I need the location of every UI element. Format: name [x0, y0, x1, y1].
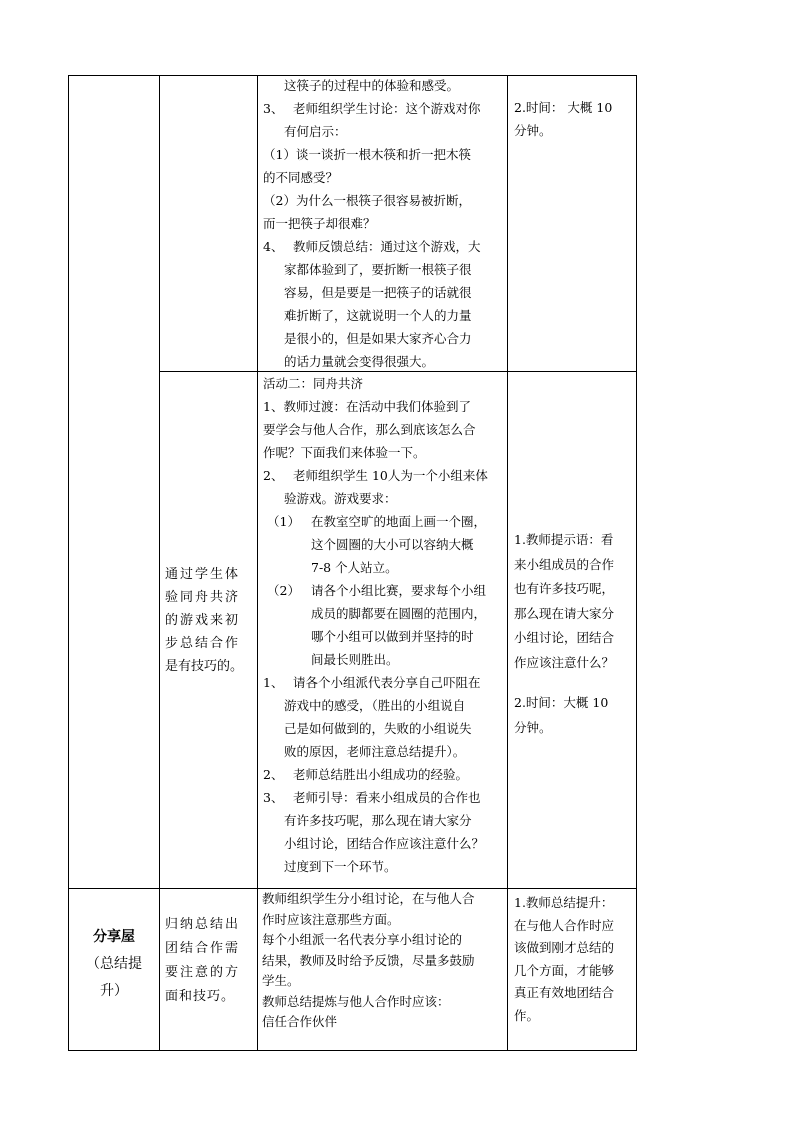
column-border-3 [257, 75, 258, 1051]
text-line: 教师反馈总结：通过这个游戏，大 [293, 239, 481, 254]
spacer-line [514, 675, 636, 691]
text-line: 的不同感受？ [263, 170, 339, 185]
row2-activity-steps [263, 372, 505, 878]
text-line: 要学会与他人合作，那么到底该怎么合 [263, 422, 476, 437]
text-line: 败的原因，老师注意总结提升）。 [284, 744, 466, 759]
text-line: 在与他人合作时应 [514, 917, 615, 933]
text-line: 的话力量就会变得很强大。 [284, 354, 435, 369]
text-line: 该做到刚才总结的 [514, 940, 615, 955]
text-line: （2）为什么一根筷子很容易被折断， [263, 193, 471, 208]
row3-activity-steps [262, 889, 506, 1033]
text-line: 游戏中的感受，（胜出的小组说自 [284, 698, 466, 713]
text-line: 要注意的方 [165, 965, 241, 980]
text-line: 难折断了，这就说明一个人的力量 [284, 308, 472, 323]
text-line: 的游戏来初 [165, 613, 241, 628]
text-line: 老师组织学生 10人为一个小组来体 [293, 468, 488, 483]
text-line: 老师组织学生讨论：这个游戏对你 [293, 101, 481, 116]
list-number [263, 602, 311, 625]
stage-subtitle: （总结提 [86, 956, 142, 972]
list-number: 3、 [263, 101, 284, 116]
text-line: 这筷子的过程中的体验和感受。 [284, 78, 460, 93]
column-border-2 [159, 75, 160, 1051]
text-line: 7-8 个人站立。 [311, 560, 398, 575]
text-line: 1.教师提示语：看 [514, 532, 614, 547]
text-line: 来小组成员的合作 [514, 556, 615, 572]
text-line: 有何启示： [284, 124, 347, 139]
numbered-line [263, 763, 505, 786]
list-number: 3、 [263, 790, 284, 805]
text-line: 1、教师过渡：在活动中我们体验到了 [263, 399, 471, 414]
text-line: 验游戏。游戏要求： [284, 491, 397, 506]
list-number: 1、 [263, 675, 284, 690]
column-border-1 [68, 75, 69, 1051]
text-line: 是有技巧的。 [165, 659, 244, 674]
text-line: 请各个小组比赛，要求每个小组 [311, 583, 487, 598]
list-number [263, 648, 311, 671]
column-border-5 [636, 75, 637, 1051]
row1-notes [514, 96, 634, 142]
row3-objective [165, 913, 257, 1009]
sub-numbered-line [263, 510, 505, 533]
sub-numbered-line [263, 579, 505, 602]
text-line: 步总结合作 [165, 636, 241, 651]
stage-subtitle: 升） [100, 983, 128, 999]
text-line: 真正有效地团结合 [514, 985, 615, 1000]
stage-title: 分享屋 [93, 929, 135, 945]
sub-numbered-line [263, 602, 505, 625]
text-line: 每个小组派一名代表分享小组讨论的 [262, 932, 463, 947]
text-line: 请各个小组派代表分享自己吓阻在 [293, 675, 481, 690]
text-line: 几个方面，才能够 [514, 962, 615, 978]
text-line: 2.时间：大概 10 [514, 695, 609, 710]
row3-stage-label [69, 924, 159, 1005]
row2-notes [514, 528, 636, 740]
text-line: 2.时间： 大概 10 [514, 100, 613, 115]
numbered-line [263, 464, 505, 487]
text-line: 己是如何做到的，失败的小组说失 [284, 721, 472, 736]
text-line: 小组讨论，团结合 [514, 630, 615, 645]
text-line: 间最长则胜出。 [311, 652, 399, 667]
row2-objective [165, 563, 257, 678]
text-line: 老师引导：看来小组成员的合作也 [293, 790, 481, 805]
numbered-line [263, 235, 503, 258]
list-number [263, 625, 311, 648]
text-line: 这个圆圈的大小可以容纳大概 [311, 537, 474, 552]
list-number: （2） [267, 583, 300, 598]
text-line: 过度到下一个环节。 [284, 859, 397, 874]
text-line: 作呢？下面我们来体验一下。 [263, 445, 426, 460]
row3-notes [514, 892, 636, 1027]
text-line: 归纳总结出 [165, 917, 241, 932]
text-line: 结果，教师及时给予反馈，尽量多鼓励 [262, 952, 475, 968]
text-line: 团结合作需 [165, 941, 241, 956]
text-line: 教师组织学生分小组讨论，在与他人合 [262, 891, 475, 906]
list-number: 4、 [263, 239, 284, 254]
text-line: 有许多技巧呢，那么现在请大家分 [284, 813, 472, 828]
sub-numbered-line [263, 556, 505, 579]
text-line: 作时应该注意那些方面。 [262, 911, 400, 927]
text-line: 验同舟共济 [165, 590, 241, 605]
text-line: 分钟。 [514, 719, 552, 735]
text-line: 学生。 [262, 973, 300, 988]
text-line: 是很小的，但是如果大家齐心合力 [284, 331, 472, 346]
text-line: 家都体验到了，要折断一根筷子很 [284, 262, 472, 277]
text-line: 作应该注意什么？ [514, 654, 615, 670]
column-border-4 [507, 75, 508, 1051]
sub-numbered-line [263, 533, 505, 556]
text-line: 在教室空旷的地面上画一个圈， [311, 514, 487, 529]
text-line: 容易，但是要是一把筷子的话就很 [284, 285, 472, 300]
text-line: 教师总结提炼与他人合作时应该： [262, 993, 450, 1009]
sub-numbered-line [263, 625, 505, 648]
text-line: 小组讨论，团结合作应该注意什么？ [284, 836, 485, 851]
text-line: 老师总结胜出小组成功的经验。 [293, 767, 469, 782]
row1-activity-steps [263, 74, 503, 373]
list-number [263, 556, 311, 579]
text-line: 也有许多技巧呢， [514, 581, 615, 596]
text-line: 分钟。 [514, 123, 552, 138]
text-line: 哪个小组可以做到并坚持的时 [311, 629, 474, 644]
text-line: 而一把筷子却很难？ [263, 216, 376, 231]
text-line: 面和技巧。 [165, 989, 236, 1004]
text-line: 成员的脚都要在圆圈的范围内， [311, 606, 487, 621]
text-line: 作。 [514, 1007, 540, 1023]
activity-title: 活动二：同舟共济 [263, 376, 364, 391]
numbered-line [263, 786, 505, 809]
list-number: 2、 [263, 468, 284, 483]
list-number: 2、 [263, 767, 284, 782]
text-line: 那么现在请大家分 [514, 605, 615, 621]
list-number: （1） [267, 514, 300, 529]
text-line: 1.教师总结提升： [514, 895, 614, 910]
sub-numbered-line [263, 648, 505, 671]
text-line: 信任合作伙伴 [262, 1014, 338, 1029]
text-line: 通过学生体 [165, 567, 241, 582]
table-bottom-border [68, 1050, 637, 1051]
numbered-line [263, 671, 505, 694]
numbered-line [263, 97, 503, 120]
list-number [263, 533, 311, 556]
text-line: （1）谈一谈折一根木筷和折一把木筷 [263, 147, 471, 162]
